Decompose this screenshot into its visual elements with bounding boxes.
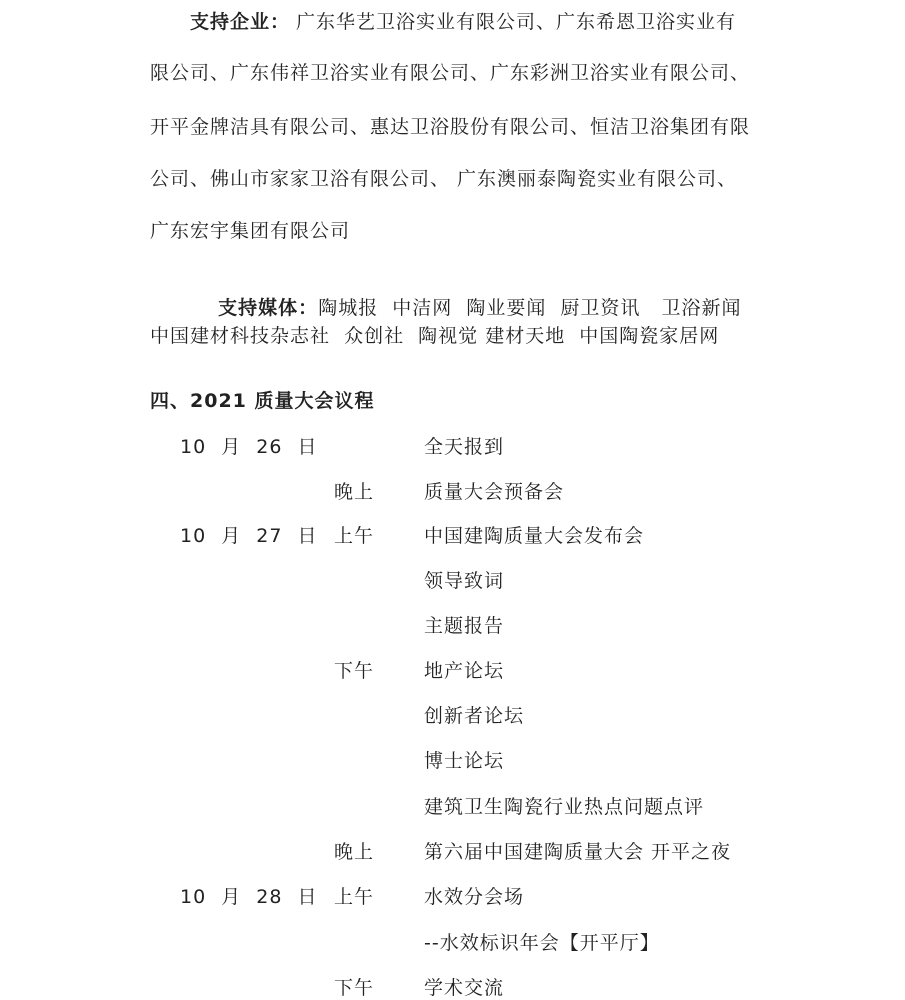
agenda-event: 领导致词 [424, 570, 505, 592]
agenda-row [0, 521, 905, 547]
agenda-date: 10 月 28 日 [180, 886, 318, 908]
agenda-event: 第六届中国建陶质量大会 开平之夜 [424, 841, 732, 863]
agenda-row [0, 566, 905, 592]
media-label: 支持媒体： [218, 297, 319, 319]
agenda-time: 晚上 [334, 481, 375, 503]
agenda-time: 上午 [334, 886, 375, 908]
agenda-event: 中国建陶质量大会发布会 [424, 525, 645, 547]
companies-line-5: 广东宏宇集团有限公司 [150, 220, 351, 242]
agenda-row [0, 837, 905, 863]
agenda-row [0, 611, 905, 637]
agenda-event: 学术交流 [424, 977, 505, 999]
companies-line-1 [190, 10, 736, 34]
agenda-event: 全天报到 [424, 436, 505, 458]
companies-line-3: 开平金牌洁具有限公司、惠达卫浴股份有限公司、恒洁卫浴集团有限 [150, 116, 751, 138]
companies-label: 支持企业： [190, 11, 291, 33]
agenda-row [0, 656, 905, 682]
agenda-row [0, 746, 905, 772]
agenda-time: 上午 [334, 525, 375, 547]
agenda-event: --水效标识年会【开平厅】 [424, 932, 660, 954]
agenda-row [0, 882, 905, 908]
agenda-event: 主题报告 [424, 615, 505, 637]
agenda-row [0, 477, 905, 503]
agenda-row [0, 701, 905, 727]
companies-line-4: 公司、佛山市家家卫浴有限公司、 广东澳丽泰陶瓷实业有限公司、 [150, 168, 738, 190]
agenda-event: 博士论坛 [424, 750, 505, 772]
agenda-time: 晚上 [334, 841, 375, 863]
agenda-event: 水效分会场 [424, 886, 525, 908]
agenda-time: 下午 [334, 660, 375, 682]
companies-text-1: 广东华艺卫浴实业有限公司、广东希恩卫浴实业有 [296, 11, 737, 33]
agenda-event: 地产论坛 [424, 660, 505, 682]
agenda-event: 建筑卫生陶瓷行业热点问题点评 [424, 796, 705, 818]
media-text-1: 陶城报 中洁网 陶业要闻 厨卫资讯 卫浴新闻 [318, 297, 742, 319]
agenda-date: 10 月 26 日 [180, 436, 318, 458]
agenda-event: 创新者论坛 [424, 705, 525, 727]
agenda-time: 下午 [334, 977, 375, 999]
agenda-row [0, 432, 905, 458]
agenda-row [0, 928, 905, 954]
agenda-event: 质量大会预备会 [424, 481, 565, 503]
agenda-date: 10 月 27 日 [180, 525, 318, 547]
media-line-2: 中国建材科技杂志社 众创社 陶视觉 建材天地 中国陶瓷家居网 [150, 325, 720, 347]
companies-line-2: 限公司、广东伟祥卫浴实业有限公司、广东彩洲卫浴实业有限公司、 [150, 62, 751, 84]
agenda-row [0, 973, 905, 999]
agenda-heading: 四、2021 质量大会议程 [150, 390, 375, 412]
agenda-row [0, 792, 905, 818]
